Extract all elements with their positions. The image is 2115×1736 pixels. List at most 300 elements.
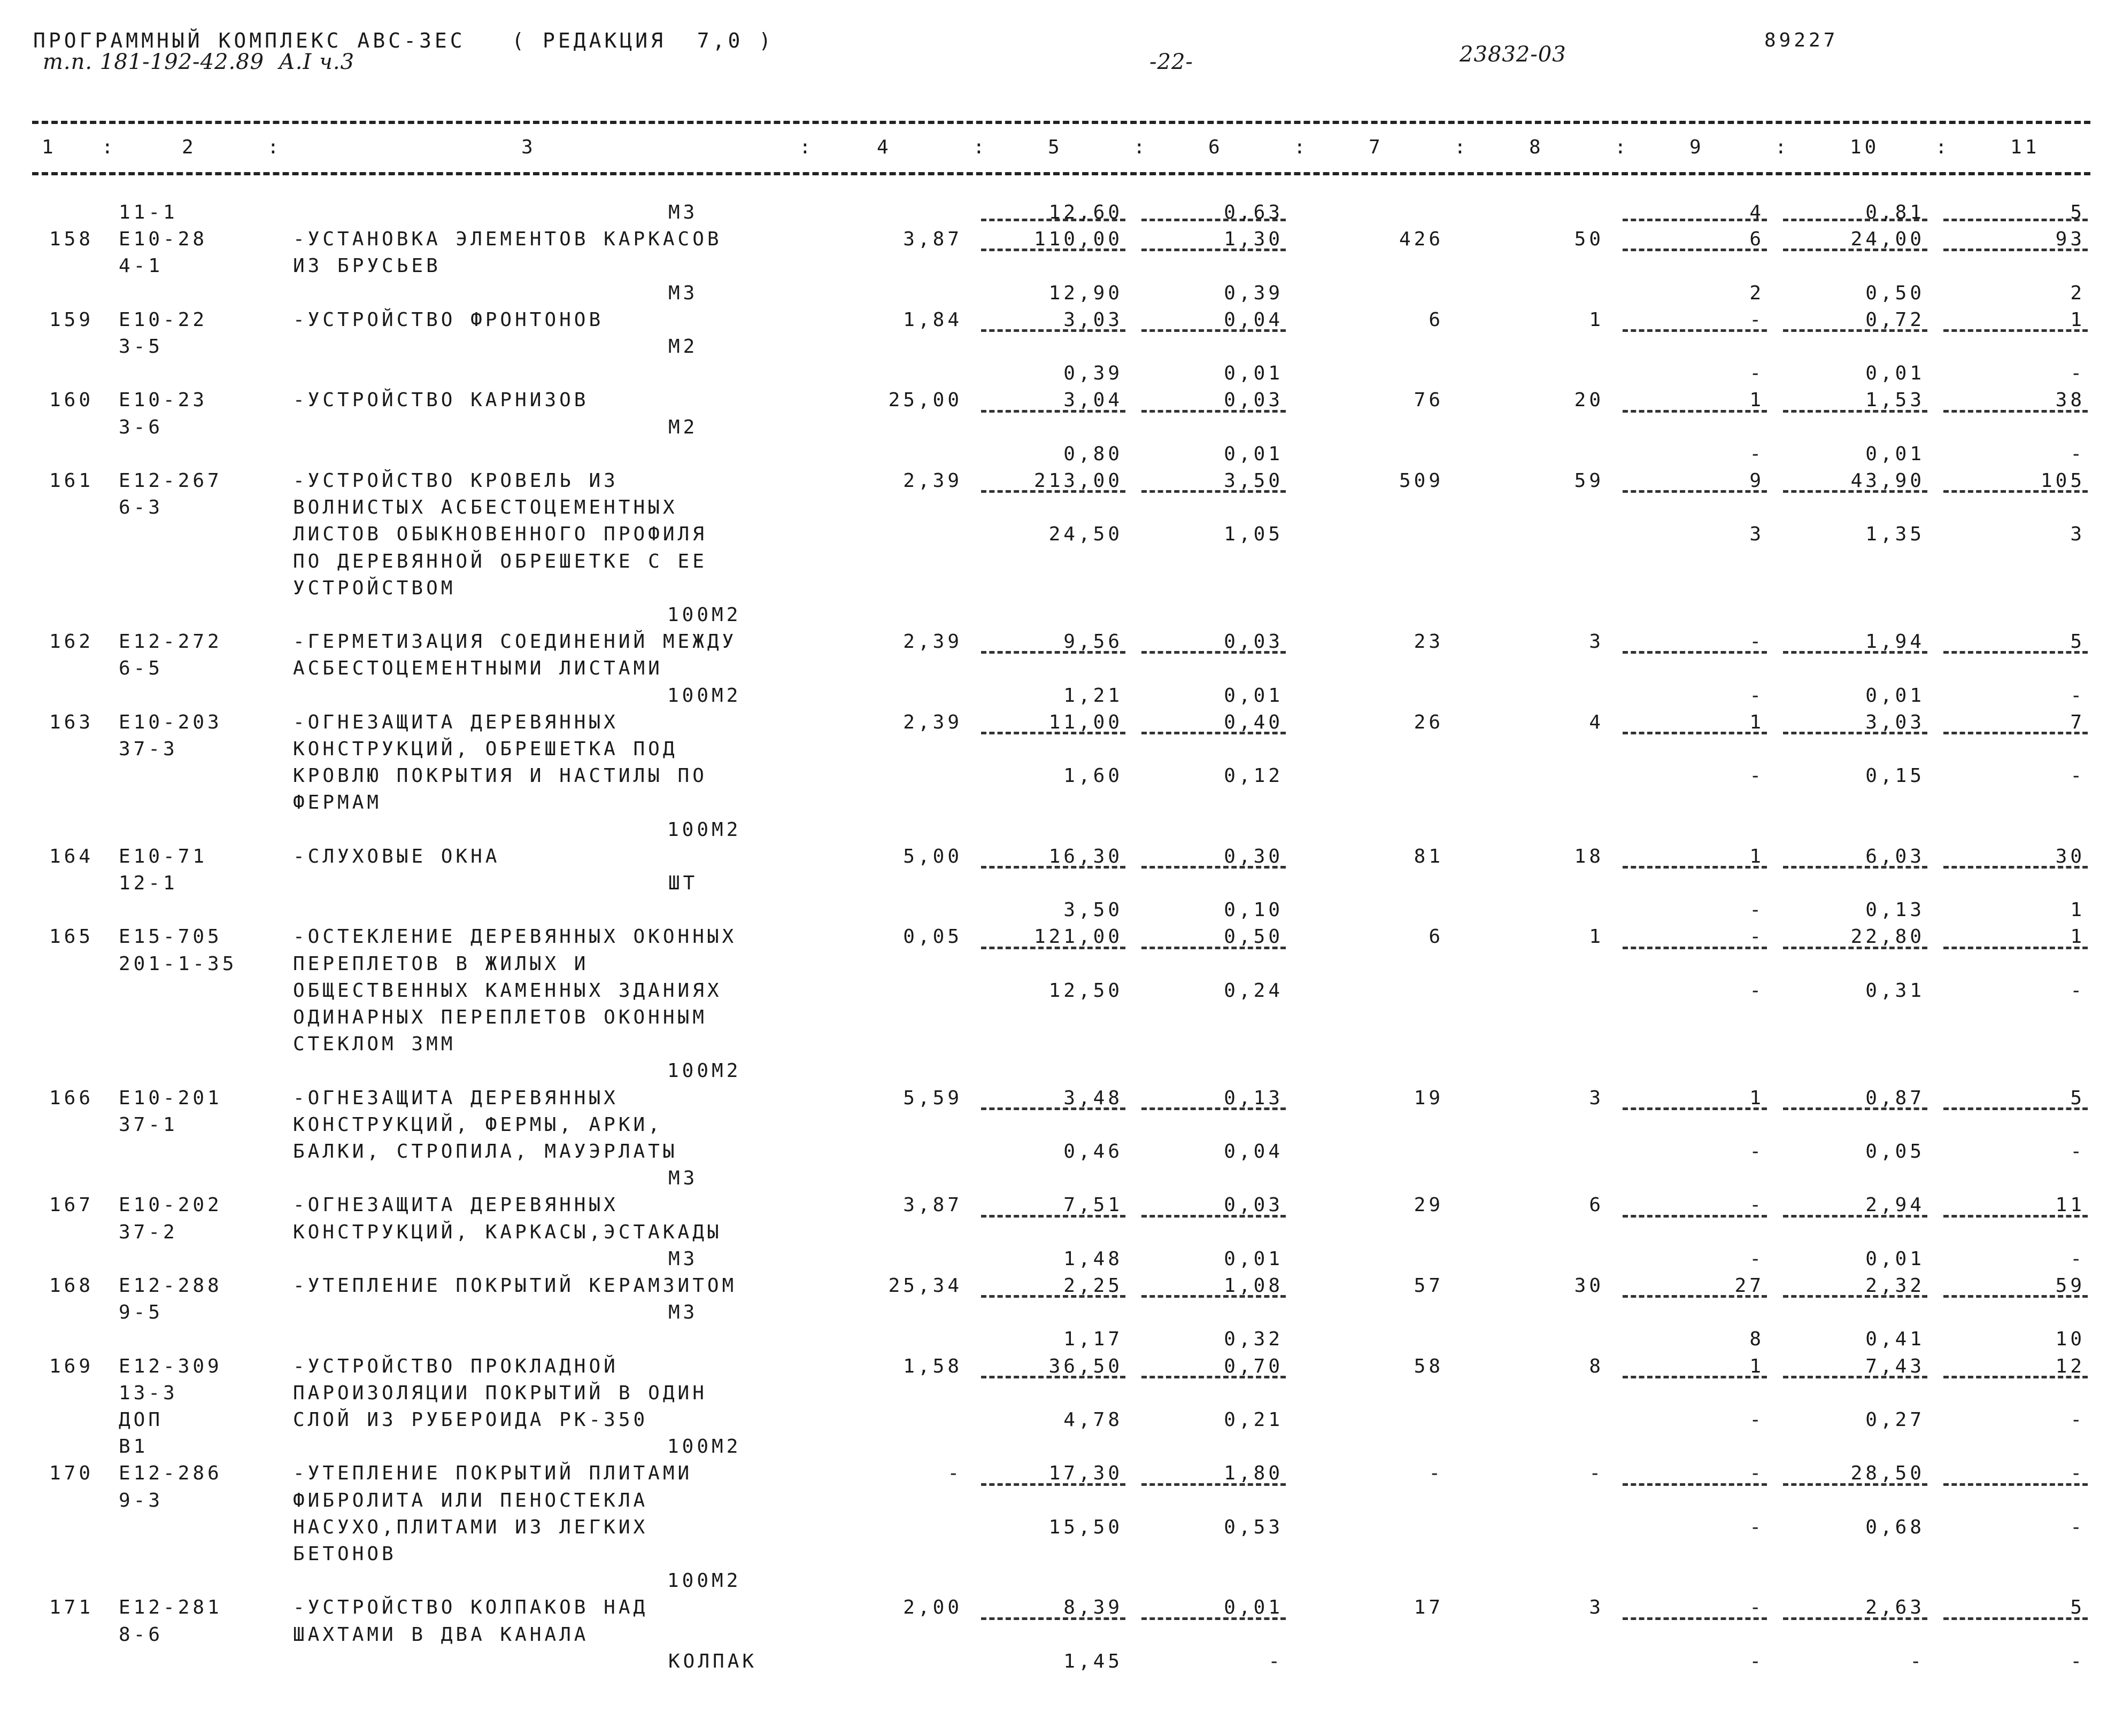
- cell-value: 29: [1414, 1194, 1444, 1216]
- cell-value: 17,30: [1048, 1462, 1123, 1485]
- cell-value: 0,01: [1865, 684, 1925, 707]
- row-unit: М2: [668, 336, 698, 358]
- column-number: 10: [1850, 136, 1880, 158]
- subtotal-separator: [1783, 1617, 1927, 1620]
- cell-value: 81: [1414, 845, 1444, 867]
- cell-value: 7: [2070, 711, 2085, 733]
- row-code: 37-2: [119, 1221, 178, 1243]
- row-unit: КОЛПАК: [668, 1650, 758, 1672]
- cell-value: -: [1749, 765, 1764, 787]
- subtotal-separator: [1943, 1617, 2088, 1620]
- cell-value: 0,81: [1865, 201, 1925, 223]
- cell-value: 0,31: [1865, 979, 1925, 1002]
- cell-value: 2,25: [1063, 1275, 1123, 1297]
- cell-value: 12,90: [1048, 282, 1123, 304]
- cell-value: 0,01: [1865, 443, 1925, 465]
- cell-value: 0,63: [1224, 201, 1283, 223]
- subtotal-separator: [1623, 732, 1767, 734]
- column-divider: :: [102, 136, 117, 158]
- cell-value: 3,87: [903, 1194, 962, 1216]
- row-code: 11-1: [119, 201, 178, 223]
- cell-value: -: [1429, 1462, 1444, 1485]
- cell-value: 5,59: [903, 1087, 962, 1109]
- subtotal-separator: [1943, 1483, 2088, 1486]
- cell-value: -: [1749, 1516, 1764, 1538]
- row-description: -ОГНЕЗАЩИТА ДЕРЕВЯННЫХ: [293, 711, 619, 733]
- row-code: Е12-286: [119, 1462, 222, 1485]
- cell-value: 20: [1574, 389, 1604, 412]
- column-divider: :: [1133, 136, 1148, 158]
- row-description: ЛИСТОВ ОБЫКНОВЕННОГО ПРОФИЛЯ: [293, 523, 707, 546]
- cell-value: 1: [1749, 1087, 1764, 1109]
- cell-value: -: [1749, 443, 1764, 465]
- cell-value: 1: [1589, 926, 1604, 948]
- row-code: Е10-201: [119, 1087, 222, 1109]
- cell-value: 1,08: [1224, 1275, 1283, 1297]
- row-code: 6-5: [119, 657, 164, 680]
- cell-value: 2: [2070, 282, 2085, 304]
- subtotal-separator: [1623, 490, 1767, 493]
- cell-value: 3: [1589, 1596, 1604, 1619]
- subtotal-separator: [1623, 866, 1767, 869]
- cell-value: 3,48: [1063, 1087, 1123, 1109]
- row-description: -УТЕПЛЕНИЕ ПОКРЫТИЙ ПЛИТАМИ: [293, 1462, 693, 1485]
- row-description: УСТРОЙСТВОМ: [293, 577, 456, 599]
- cell-value: 0,01: [1224, 362, 1283, 385]
- cell-value: 1: [1749, 711, 1764, 733]
- cell-value: 6: [1749, 228, 1764, 251]
- subtotal-separator: [1141, 410, 1286, 413]
- subtotal-separator: [1783, 490, 1927, 493]
- row-description: ОБЩЕСТВЕННЫХ КАМЕННЫХ ЗДАНИЯХ: [293, 979, 722, 1002]
- cell-value: 1,58: [903, 1355, 962, 1377]
- subtotal-separator: [1783, 732, 1927, 734]
- cell-value: 3,50: [1063, 899, 1123, 921]
- cell-value: 36,50: [1048, 1355, 1123, 1377]
- row-code: 37-3: [119, 738, 178, 760]
- row-description: -УСТРОЙСТВО КОЛПАКОВ НАД: [293, 1596, 649, 1619]
- subtotal-separator: [981, 651, 1125, 654]
- cell-value: 27: [1734, 1275, 1764, 1297]
- cell-value: -: [1749, 1462, 1764, 1485]
- cell-value: 121,00: [1033, 926, 1123, 948]
- row-code: 201-1-35: [119, 952, 237, 975]
- row-number: 161: [49, 470, 94, 492]
- subtotal-separator: [981, 1376, 1125, 1378]
- subtotal-separator: [981, 1215, 1125, 1218]
- cell-value: 59: [1574, 470, 1604, 492]
- cell-value: 0,70: [1224, 1355, 1283, 1377]
- cell-value: 1: [1589, 308, 1604, 331]
- subtotal-separator: [1783, 651, 1927, 654]
- row-description: ИЗ БРУСЬЕВ: [293, 255, 441, 277]
- row-description: НАСУХО,ПЛИТАМИ ИЗ ЛЕГКИХ: [293, 1516, 649, 1538]
- cell-value: 1: [2070, 926, 2085, 948]
- subtotal-separator: [1623, 249, 1767, 251]
- row-code: Е12-267: [119, 470, 222, 492]
- subtotal-separator: [1141, 651, 1286, 654]
- cell-value: 426: [1399, 228, 1444, 251]
- top-rule: [32, 121, 2090, 124]
- row-unit: 100М2: [667, 1436, 742, 1458]
- subtotal-separator: [1141, 947, 1286, 949]
- column-number: 8: [1529, 136, 1544, 158]
- cell-value: -: [2070, 1462, 2085, 1485]
- row-number: 170: [49, 1462, 94, 1485]
- row-code: Е10-202: [119, 1194, 222, 1216]
- subtotal-separator: [1783, 1215, 1927, 1218]
- subtotal-separator: [1943, 490, 2088, 493]
- column-number: 1: [42, 136, 57, 158]
- cell-value: 1: [1749, 845, 1764, 867]
- row-number: 164: [49, 845, 94, 867]
- cell-value: 17: [1414, 1596, 1444, 1619]
- cell-value: 0,10: [1224, 899, 1283, 921]
- row-code: 3-6: [119, 416, 164, 438]
- row-number: 162: [49, 631, 94, 653]
- cell-value: 0,50: [1865, 282, 1925, 304]
- row-code: Е12-288: [119, 1275, 222, 1297]
- subtotal-separator: [981, 249, 1125, 251]
- cell-value: 6,03: [1865, 845, 1925, 867]
- subtotal-separator: [1141, 732, 1286, 734]
- row-number: 163: [49, 711, 94, 733]
- cell-value: -: [1589, 1462, 1604, 1485]
- cell-value: 23: [1414, 631, 1444, 653]
- cell-value: 19: [1414, 1087, 1444, 1109]
- subtotal-separator: [981, 490, 1125, 493]
- row-description: КРОВЛЮ ПОКРЫТИЯ И НАСТИЛЫ ПО: [293, 765, 707, 787]
- row-number: 167: [49, 1194, 94, 1216]
- subtotal-separator: [981, 947, 1125, 949]
- row-description: СТЕКЛОМ 3ММ: [293, 1033, 456, 1056]
- row-description: ФЕРМАМ: [293, 792, 382, 814]
- row-code: В1: [119, 1436, 149, 1458]
- row-code: 37-1: [119, 1113, 178, 1136]
- cell-value: 76: [1414, 389, 1444, 412]
- cell-value: 0,46: [1063, 1141, 1123, 1162]
- row-description: БАЛКИ, СТРОПИЛА, МАУЭРЛАТЫ: [293, 1141, 678, 1162]
- cell-value: -: [947, 1462, 962, 1485]
- cell-value: 0,40: [1224, 711, 1283, 733]
- row-code: Е10-203: [119, 711, 222, 733]
- column-divider: :: [1294, 136, 1309, 158]
- cell-value: 0,13: [1224, 1087, 1283, 1109]
- row-code: 9-5: [119, 1301, 164, 1324]
- cell-value: 1,45: [1063, 1650, 1123, 1672]
- cell-value: 16,30: [1048, 845, 1123, 867]
- cell-value: 105: [2040, 470, 2085, 492]
- cell-value: 26: [1414, 711, 1444, 733]
- subtotal-separator: [981, 1295, 1125, 1298]
- column-number: 4: [877, 136, 892, 158]
- cell-value: 9: [1749, 470, 1764, 492]
- row-description: КОНСТРУКЦИЙ, ФЕРМЫ, АРКИ,: [293, 1113, 663, 1136]
- row-description: -УТЕПЛЕНИЕ ПОКРЫТИЙ КЕРАМЗИТОМ: [293, 1275, 737, 1297]
- row-number: 159: [49, 308, 94, 331]
- row-code: Е10-22: [119, 308, 208, 331]
- row-code: Е15-705: [119, 926, 222, 948]
- cell-value: -: [2070, 684, 2085, 707]
- subtotal-separator: [1943, 651, 2088, 654]
- subtotal-separator: [1943, 249, 2088, 251]
- row-code: Е10-28: [119, 228, 208, 251]
- column-number: 11: [2010, 136, 2040, 158]
- cell-value: 1,48: [1063, 1247, 1123, 1270]
- document-code: 23832-03: [1460, 42, 1566, 67]
- cell-value: 4: [1589, 711, 1604, 733]
- row-code: 12-1: [119, 872, 178, 894]
- cell-value: 0,01: [1865, 362, 1925, 385]
- subtotal-separator: [1783, 329, 1927, 332]
- cell-value: 5,00: [903, 845, 962, 867]
- subtotal-separator: [1141, 1215, 1286, 1218]
- cell-value: 2,00: [903, 1596, 962, 1619]
- subtotal-separator: [1943, 219, 2088, 221]
- cell-value: 12: [2055, 1355, 2085, 1377]
- cell-value: -: [1749, 926, 1764, 948]
- row-code: 3-5: [119, 336, 164, 358]
- row-code: 13-3: [119, 1382, 178, 1404]
- cell-value: 0,53: [1224, 1516, 1283, 1538]
- subtotal-separator: [1623, 410, 1767, 413]
- row-description: БЕТОНОВ: [293, 1543, 397, 1565]
- row-number: 169: [49, 1355, 94, 1377]
- subtotal-separator: [1783, 1483, 1927, 1486]
- cell-value: 59: [2055, 1275, 2085, 1297]
- subtotal-separator: [981, 410, 1125, 413]
- cell-value: 11,00: [1048, 711, 1123, 733]
- row-unit: 100М2: [667, 1060, 742, 1082]
- cell-value: 6: [1589, 1194, 1604, 1216]
- subtotal-separator: [1141, 329, 1286, 332]
- cell-value: 5: [2070, 1087, 2085, 1109]
- subtotal-separator: [1623, 219, 1767, 221]
- row-code: Е12-281: [119, 1596, 222, 1619]
- cell-value: 5: [2070, 1596, 2085, 1619]
- cell-value: 18: [1574, 845, 1604, 867]
- row-unit: 100М2: [667, 684, 742, 707]
- cell-value: -: [1749, 684, 1764, 707]
- cell-value: 3: [2070, 523, 2085, 546]
- cell-value: 3,03: [1063, 308, 1123, 331]
- cell-value: 1: [1749, 1355, 1764, 1377]
- column-divider: :: [267, 136, 282, 158]
- subtotal-separator: [1783, 249, 1927, 251]
- row-description: ПО ДЕРЕВЯННОЙ ОБРЕШЕТКЕ С ЕЕ: [293, 550, 707, 572]
- cell-value: 3: [1589, 631, 1604, 653]
- cell-value: 30: [2055, 845, 2085, 867]
- cell-value: 1,17: [1063, 1328, 1123, 1351]
- cell-value: 1: [1749, 389, 1764, 412]
- cell-value: 0,05: [1865, 1141, 1925, 1162]
- row-unit: М3: [668, 1167, 698, 1190]
- cell-value: 0,01: [1865, 1247, 1925, 1270]
- subtotal-separator: [1141, 1617, 1286, 1620]
- subtotal-separator: [1141, 866, 1286, 869]
- cell-value: 7,43: [1865, 1355, 1925, 1377]
- cell-value: 2,39: [903, 631, 962, 653]
- cell-value: 7,51: [1063, 1194, 1123, 1216]
- row-code: ДОП: [119, 1409, 164, 1431]
- row-description: ПЕРЕПЛЕТОВ В ЖИЛЫХ И: [293, 952, 589, 975]
- header-title: ПРОГРАММНЫЙ КОМПЛЕКС АВС-3ЕС ( РЕДАКЦИЯ 7,0 ): [33, 29, 775, 52]
- subtotal-separator: [1141, 1295, 1286, 1298]
- row-code: Е12-272: [119, 631, 222, 653]
- row-number: 171: [49, 1596, 94, 1619]
- cell-value: 0,87: [1865, 1087, 1925, 1109]
- cell-value: 2,94: [1865, 1194, 1925, 1216]
- cell-value: 2,39: [903, 470, 962, 492]
- cell-value: 1,30: [1224, 228, 1283, 251]
- cell-value: 28,50: [1850, 1462, 1925, 1485]
- cell-value: 5: [2070, 201, 2085, 223]
- cell-value: 0,68: [1865, 1516, 1925, 1538]
- cell-value: 0,03: [1224, 631, 1283, 653]
- subtotal-separator: [1623, 329, 1767, 332]
- cell-value: 3: [1749, 523, 1764, 546]
- cell-value: 1,35: [1865, 523, 1925, 546]
- subtotal-separator: [1141, 1376, 1286, 1378]
- cell-value: 3,50: [1224, 470, 1283, 492]
- cell-value: -: [2070, 979, 2085, 1002]
- column-divider: :: [973, 136, 988, 158]
- column-divider: :: [1615, 136, 1630, 158]
- row-description: -УСТРОЙСТВО КАРНИЗОВ: [293, 389, 589, 412]
- cell-value: -: [2070, 1409, 2085, 1431]
- cell-value: 213,00: [1033, 470, 1123, 492]
- cell-value: 1: [2070, 899, 2085, 921]
- cell-value: 4,78: [1063, 1409, 1123, 1431]
- cell-value: 2,63: [1865, 1596, 1925, 1619]
- cell-value: 0,05: [903, 926, 962, 948]
- cell-value: 8,39: [1063, 1596, 1123, 1619]
- cell-value: 110,00: [1033, 228, 1123, 251]
- document-number: 89227: [1764, 29, 1839, 51]
- cell-value: 57: [1414, 1275, 1444, 1297]
- subtotal-separator: [1783, 410, 1927, 413]
- subtotal-separator: [1623, 1107, 1767, 1110]
- cell-value: 0,39: [1063, 362, 1123, 385]
- cell-value: 0,72: [1865, 308, 1925, 331]
- cell-value: 5: [2070, 631, 2085, 653]
- cell-value: 50: [1574, 228, 1604, 251]
- row-unit: М3: [668, 1247, 698, 1270]
- subtotal-separator: [1623, 651, 1767, 654]
- cell-value: 0,03: [1224, 1194, 1283, 1216]
- cell-value: -: [2070, 362, 2085, 385]
- cell-value: 9,56: [1063, 631, 1123, 653]
- row-description: -ОГНЕЗАЩИТА ДЕРЕВЯННЫХ: [293, 1087, 619, 1109]
- subtotal-separator: [1141, 1107, 1286, 1110]
- cell-value: -: [2070, 1516, 2085, 1538]
- cell-value: 3,87: [903, 228, 962, 251]
- subtotal-separator: [981, 1617, 1125, 1620]
- row-description: ПАРОИЗОЛЯЦИИ ПОКРЫТИЙ В ОДИН: [293, 1382, 707, 1404]
- subtotal-separator: [981, 1107, 1125, 1110]
- cell-value: 0,39: [1224, 282, 1283, 304]
- cell-value: 12,60: [1048, 201, 1123, 223]
- cell-value: -: [1749, 1409, 1764, 1431]
- cell-value: 0,01: [1224, 1247, 1283, 1270]
- cell-value: 58: [1414, 1355, 1444, 1377]
- subtotal-separator: [1943, 1107, 2088, 1110]
- column-number: 9: [1689, 136, 1704, 158]
- subtotal-separator: [1141, 249, 1286, 251]
- cell-value: -: [1749, 899, 1764, 921]
- cell-value: -: [2070, 1247, 2085, 1270]
- cell-value: -: [2070, 443, 2085, 465]
- row-description: -ОСТЕКЛЕНИЕ ДЕРЕВЯННЫХ ОКОННЫХ: [293, 926, 737, 948]
- row-code: 4-1: [119, 255, 164, 277]
- row-description: ВОЛНИСТЫХ АСБЕСТОЦЕМЕНТНЫХ: [293, 497, 678, 519]
- cell-value: 1: [2070, 308, 2085, 331]
- row-number: 160: [49, 389, 94, 412]
- row-description: -ОГНЕЗАЩИТА ДЕРЕВЯННЫХ: [293, 1194, 619, 1216]
- subtotal-separator: [1943, 947, 2088, 949]
- cell-value: 22,80: [1850, 926, 1925, 948]
- cell-value: 1,05: [1224, 523, 1283, 546]
- column-number: 2: [182, 136, 197, 158]
- row-description: КОНСТРУКЦИЙ, ОБРЕШЕТКА ПОД: [293, 738, 678, 760]
- subtotal-separator: [1623, 1617, 1767, 1620]
- cell-value: 0,15: [1865, 765, 1925, 787]
- cell-value: 509: [1399, 470, 1444, 492]
- row-description: -СЛУХОВЫЕ ОКНА: [293, 845, 500, 867]
- cell-value: 0,30: [1224, 845, 1283, 867]
- cell-value: 11: [2055, 1194, 2085, 1216]
- cell-value: 6: [1429, 308, 1444, 331]
- subtotal-separator: [981, 866, 1125, 869]
- row-description: ШАХТАМИ В ДВА КАНАЛА: [293, 1623, 589, 1646]
- row-description: ФИБРОЛИТА ИЛИ ПЕНОСТЕКЛА: [293, 1489, 649, 1512]
- cell-value: -: [1749, 1650, 1764, 1672]
- header-subtitle: т.п. 181-192-42.89 А.I ч.3: [43, 50, 355, 74]
- row-description: -ГЕРМЕТИЗАЦИЯ СОЕДИНЕНИЙ МЕЖДУ: [293, 631, 737, 653]
- row-unit: ШТ: [668, 872, 698, 894]
- row-unit: М3: [668, 282, 698, 304]
- row-unit: М3: [668, 201, 698, 223]
- cell-value: -: [2070, 1141, 2085, 1162]
- cell-value: 1,94: [1865, 631, 1925, 653]
- subtotal-separator: [1141, 490, 1286, 493]
- cell-value: -: [2070, 1650, 2085, 1672]
- cell-value: 6: [1429, 926, 1444, 948]
- cell-value: 1,80: [1224, 1462, 1283, 1485]
- row-code: Е10-23: [119, 389, 208, 412]
- cell-value: 24,50: [1048, 523, 1123, 546]
- cell-value: 0,21: [1224, 1409, 1283, 1431]
- row-unit: 100М2: [667, 818, 742, 841]
- subtotal-separator: [1943, 866, 2088, 869]
- row-description: -УСТРОЙСТВО КРОВЕЛЬ ИЗ: [293, 470, 619, 492]
- column-header-rule: [32, 172, 2090, 175]
- page-number: -22-: [1149, 50, 1193, 74]
- cell-value: 93: [2055, 228, 2085, 251]
- cell-value: 0,01: [1224, 443, 1283, 465]
- subtotal-separator: [1943, 1295, 2088, 1298]
- subtotal-separator: [1783, 1376, 1927, 1378]
- subtotal-separator: [1623, 1215, 1767, 1218]
- row-description: АСБЕСТОЦЕМЕНТНЫМИ ЛИСТАМИ: [293, 657, 663, 680]
- row-description: -УСТРОЙСТВО ПРОКЛАДНОЙ: [293, 1355, 619, 1377]
- cell-value: -: [1268, 1650, 1283, 1672]
- cell-value: 0,80: [1063, 443, 1123, 465]
- subtotal-separator: [1943, 732, 2088, 734]
- cell-value: 0,03: [1224, 389, 1283, 412]
- row-unit: 100М2: [667, 1570, 742, 1592]
- row-description: КОНСТРУКЦИЙ, КАРКАСЫ,ЭСТАКАДЫ: [293, 1221, 722, 1243]
